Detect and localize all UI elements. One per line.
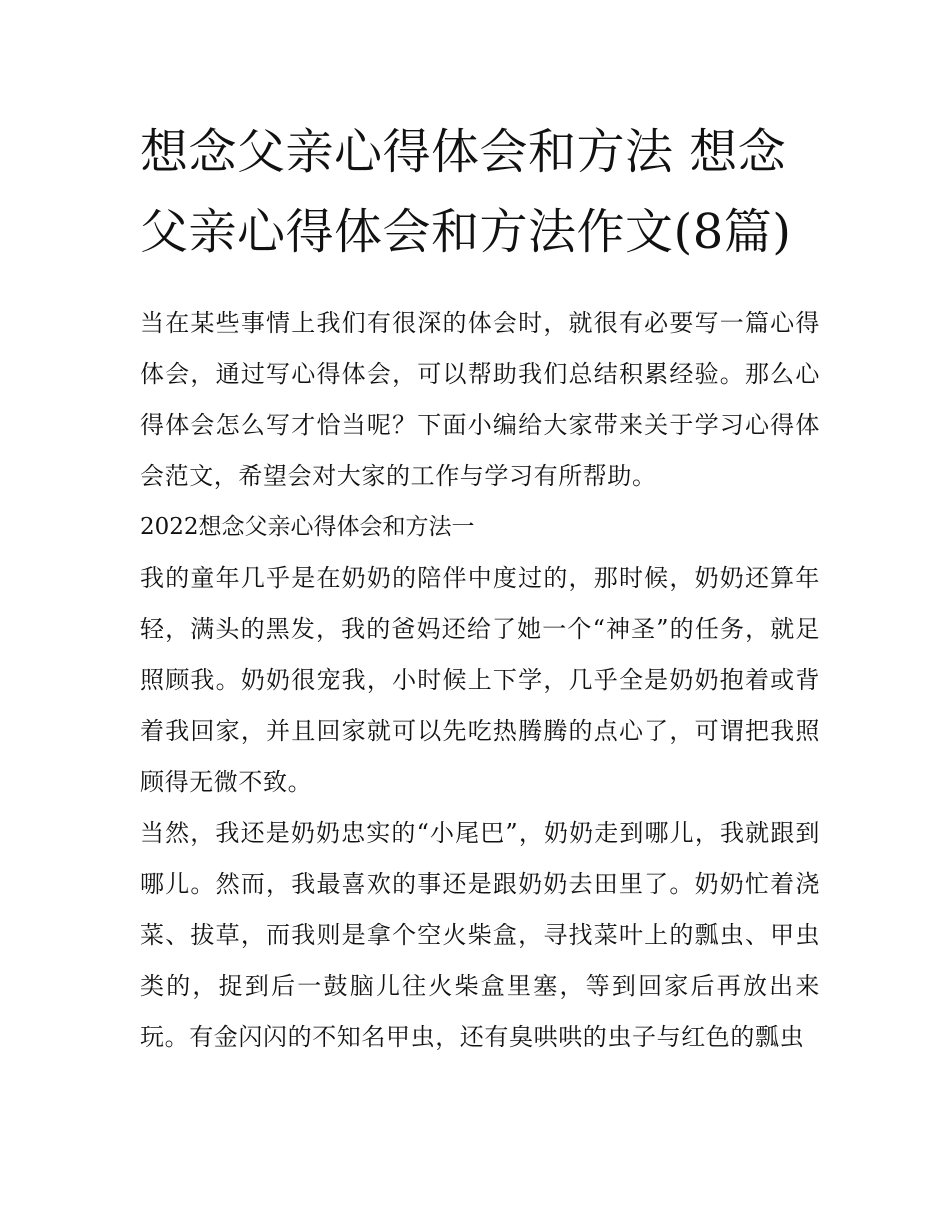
intro-paragraph: 当在某些事情上我们有很深的体会时，就很有必要写一篇心得体会，通过写心得体会，可以帮助我们总结积累经验。那么心得体会怎么写才恰当呢？下面小编给大家带来关于学习心得体会范文，希望会对大家的工作与学习有所帮助。 <box>140 309 820 490</box>
body-paragraph: 我的童年几乎是在奶奶的陪伴中度过的，那时候，奶奶还算年轻，满头的黑发，我的爸妈还给了她一个“神圣”的任务，就足照顾我。奶奶很宠我，小时候上下学，几乎全是奶奶抱着或背着我回家，并且回家就可以先吃热腾腾的点心了，可谓把我照顾得无微不致。 <box>140 564 820 796</box>
body-paragraph: 当然，我还是奶奶忠实的“小尾巴”，奶奶走到哪儿，我就跟到哪儿。然而，我最喜欢的事还是跟奶奶去田里了。奶奶忙着浇菜、拔草，而我则是拿个空火柴盒，寻找菜叶上的瓢虫、甲虫类的，捉到后一鼓脑儿往火柴盒里塞，等到回家后再放出来玩。有金闪闪的不知名甲虫，还有臭哄哄的虫子与红色的瓢虫 <box>140 819 820 1051</box>
section-heading: 2022想念父亲心得体会和方法一 <box>140 514 475 540</box>
document-body <box>140 298 820 1063</box>
document-page <box>140 112 820 1063</box>
document-title: 想念父亲心得体会和方法 想念父亲心得体会和方法作文(8篇) <box>140 124 792 260</box>
